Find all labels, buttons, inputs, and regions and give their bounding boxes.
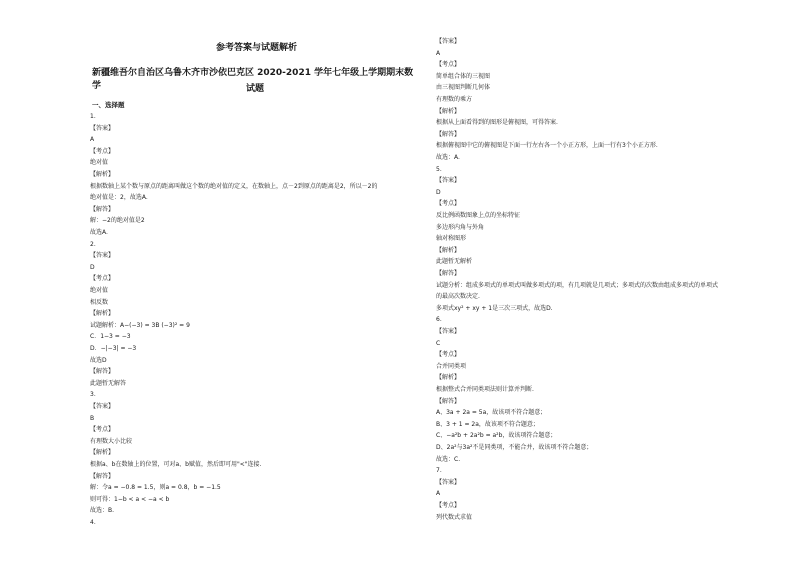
- text-line: 故选A.: [90, 229, 108, 236]
- text-line: D、2a²与3a²不是同类项，不能合并，故该项不符合题意；: [436, 444, 593, 451]
- text-line: 简单组合体的三视图: [436, 72, 491, 80]
- text-line: 绝对值是：2，故选A.: [90, 194, 148, 202]
- document-subtitle-line2: 试题: [246, 84, 265, 94]
- text-line: 此题暂无解答: [90, 379, 127, 387]
- text-line: 【考点】: [436, 351, 461, 359]
- text-line: 【答案】: [90, 252, 115, 260]
- text-line: 故选：A.: [436, 154, 460, 161]
- text-line: 【答案】: [436, 177, 461, 185]
- text-line: C、−a²b + 2a²b = a²b，故该项符合题意；: [436, 432, 557, 440]
- text-line: 3.: [90, 391, 96, 399]
- text-line: 【解答】: [436, 130, 461, 138]
- text-line: 多边形内角与外角: [436, 223, 485, 231]
- text-line: 此题暂无解析: [436, 258, 473, 266]
- text-line: 则可得：1−b < a < −a < b: [90, 495, 170, 503]
- document-title: 参考答案与试题解析: [216, 43, 298, 53]
- text-line: 5.: [436, 165, 442, 173]
- text-line: 【答案】: [90, 403, 115, 410]
- text-line: 【解析】: [436, 107, 461, 115]
- text-line: 6.: [436, 316, 442, 324]
- text-line: D: [436, 188, 441, 196]
- text-line: B、3 + 1 = 2a，故该项不符合题意；: [436, 420, 539, 428]
- text-line: 故选D: [90, 356, 107, 364]
- text-line: 【解答】: [90, 472, 115, 480]
- text-line: 根据俯视图中它的俯视图是下面一行左右各一个小正方形，上面一行有3个小正方形.: [436, 142, 658, 150]
- text-line: 根据从上面看得到的图形是俯视图，可得答案.: [436, 119, 558, 127]
- text-line: 【解答】: [436, 397, 461, 405]
- text-line: 【解答】: [436, 270, 461, 277]
- text-line: 【解析】: [90, 171, 115, 178]
- text-line: 根据数轴上某个数与原点的距离叫做这个数的绝对值的定义，在数轴上，点－2到原点的距离是2，所以－2的: [90, 182, 378, 190]
- text-line: C: [436, 339, 441, 347]
- text-line: 1.: [90, 113, 96, 120]
- text-line: 故选：C.: [436, 455, 461, 463]
- text-line: 多项式xy² + xy + 1是三次三项式，故选D.: [436, 304, 553, 312]
- text-line: 列代数式求值: [436, 513, 473, 521]
- text-line: 【考点】: [436, 61, 461, 69]
- text-line: 故选：B.: [90, 507, 115, 515]
- text-line: 【答案】: [436, 38, 461, 45]
- text-line: 绝对值: [90, 159, 109, 167]
- text-line: 根据整式合并同类项法则计算并判断.: [436, 386, 534, 393]
- text-line: 相反数: [90, 298, 109, 306]
- text-line: 【答案】: [436, 478, 461, 486]
- text-line: 绝对值: [90, 287, 109, 294]
- text-line: 4.: [90, 519, 96, 526]
- text-line: 【考点】: [436, 200, 461, 208]
- text-line: 试题解析：A−(−3) = 3B (−3)² = 9: [90, 321, 190, 329]
- text-line: 【答案】: [436, 328, 461, 335]
- text-line: D．−|−3| = −3: [90, 345, 137, 352]
- text-line: B: [90, 414, 95, 422]
- text-line: 根据a、b在数轴上的位置，可对a、b赋值，然后即可用"<"连接.: [90, 461, 262, 468]
- text-line: A: [90, 136, 95, 144]
- text-line: 7.: [436, 467, 442, 475]
- text-line: 有理数大小比较: [90, 437, 133, 445]
- text-line: 2.: [90, 240, 96, 248]
- text-line: 解：令a = −0.8 = 1.5，则a = 0.8，b = −1.5: [90, 484, 221, 492]
- text-line: 【考点】: [436, 502, 461, 509]
- section-heading: 一、选择题: [92, 101, 125, 109]
- text-line: 的最高次数决定.: [436, 293, 480, 301]
- text-line: A: [436, 49, 441, 57]
- text-line: 【解答】: [90, 205, 115, 213]
- text-line: 【解析】: [90, 310, 115, 318]
- text-line: 试题分析：组成多项式的单项式叫做多项式的项，有几项就是几项式；多项式的次数由组成多项式的单项式: [436, 281, 719, 289]
- text-line: 【解析】: [90, 449, 115, 457]
- text-line: 反比例函数图象上点的坐标特征: [436, 212, 521, 219]
- text-line: 【考点】: [90, 147, 115, 155]
- text-line: A: [436, 490, 441, 498]
- text-line: 解：−2的绝对值是2: [90, 217, 145, 225]
- text-line: 【解析】: [436, 246, 461, 254]
- text-line: 【考点】: [90, 426, 115, 434]
- text-line: 【考点】: [90, 275, 115, 283]
- text-line: D: [90, 263, 95, 271]
- text-line: C．1−3 = −3: [90, 333, 131, 341]
- text-line: 【解析】: [436, 374, 461, 382]
- text-line: 轴对称图形: [436, 235, 467, 243]
- text-line: 由三视图判断几何体: [436, 84, 491, 92]
- text-line: A、3a + 2a = 5a，故该项不符合题意；: [436, 409, 547, 417]
- text-line: 【答案】: [90, 124, 115, 132]
- document-subtitle: 新疆维吾尔自治区乌鲁木齐市沙依巴克区 2020-2021 学年七年级上学期期末数学: [92, 68, 414, 91]
- text-line: 合并同类项: [436, 362, 467, 370]
- text-line: 有理数的乘方: [436, 96, 473, 103]
- text-line: 【解答】: [90, 368, 115, 376]
